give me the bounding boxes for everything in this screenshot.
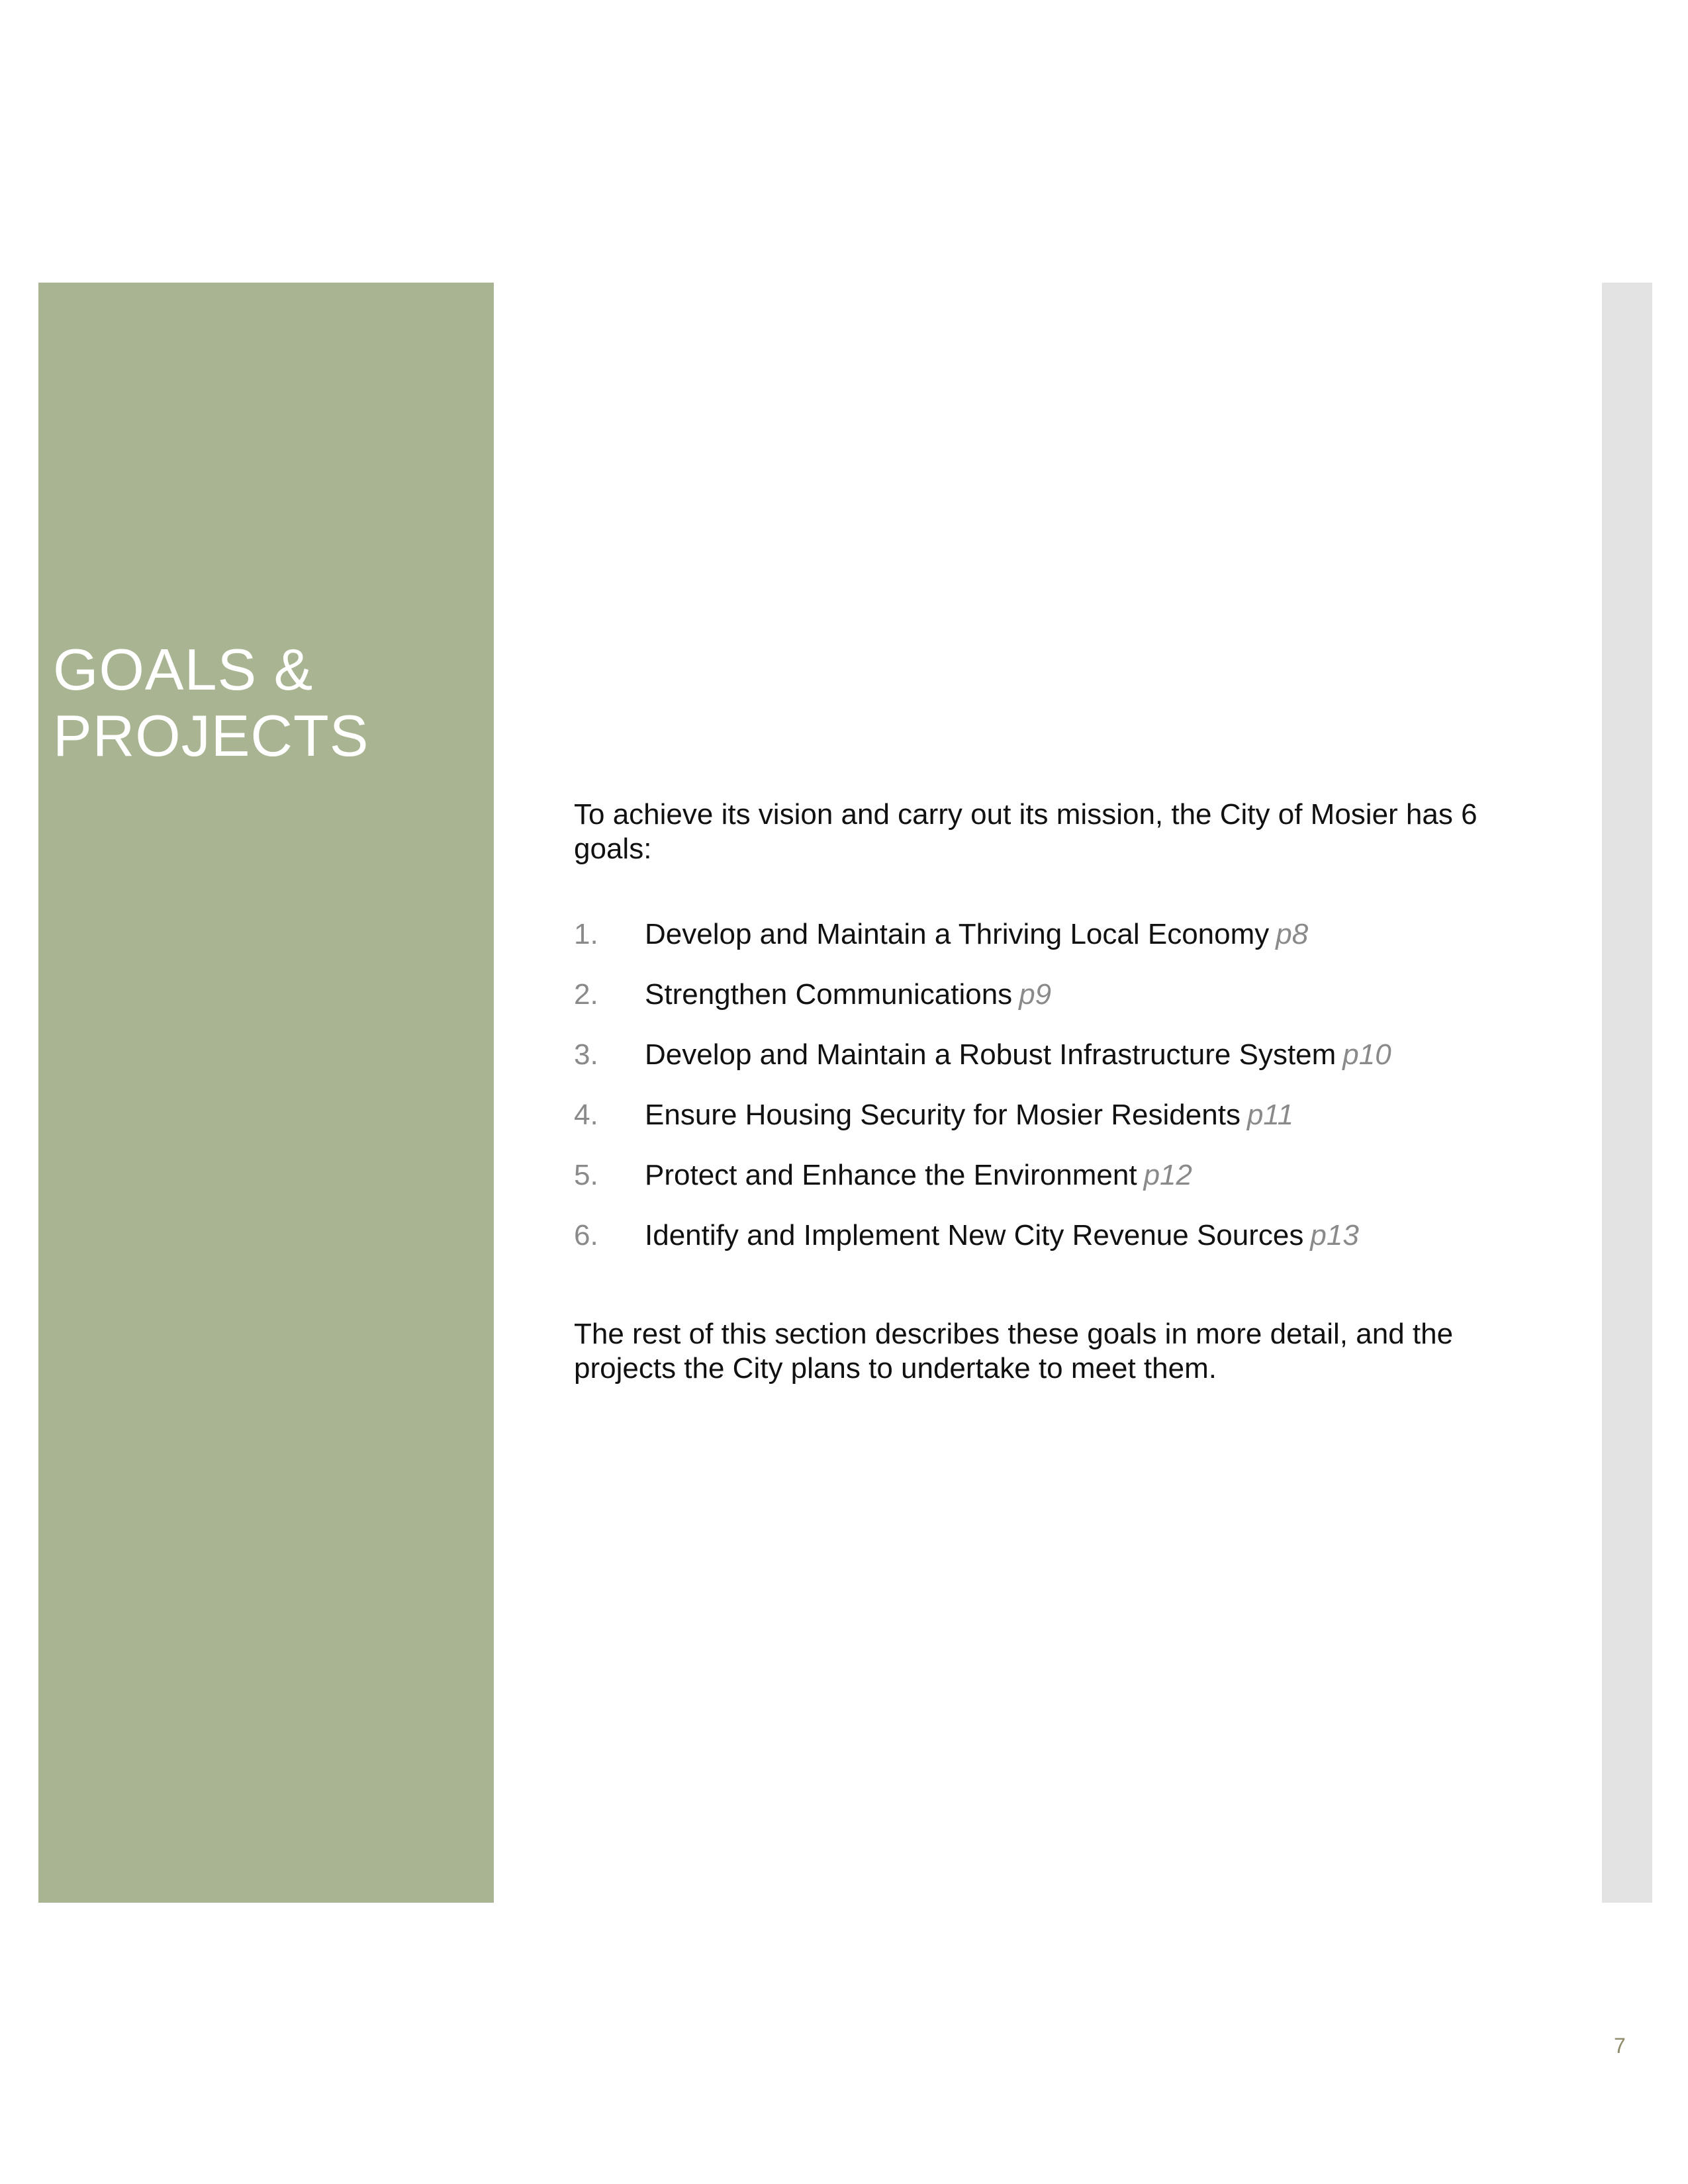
page-number: 7	[1614, 2034, 1626, 2058]
outro-paragraph: The rest of this section describes these goals in more detail, and the projects the City plans to undertake to meet them.	[574, 1318, 1454, 1385]
main-content	[574, 797, 1514, 1386]
goal-label: Identify and Implement New City Revenue Sources	[645, 1219, 1304, 1251]
goal-page-reference: p10	[1342, 1038, 1391, 1071]
goal-number: 2.	[574, 978, 598, 1011]
goals-list	[574, 918, 1514, 1279]
section-title-line-1: GOALS &	[53, 637, 314, 702]
section-title	[53, 637, 369, 769]
goal-page-reference: p11	[1246, 1099, 1294, 1131]
goal-number: 5.	[574, 1159, 598, 1191]
goal-item-5	[574, 1159, 1514, 1219]
goal-number: 6.	[574, 1219, 598, 1251]
goal-page-reference: p8	[1276, 918, 1309, 950]
goal-number: 1.	[574, 918, 598, 950]
goal-number: 3.	[574, 1038, 598, 1071]
goal-page-reference: p9	[1019, 978, 1052, 1011]
goal-label: Strengthen Communications	[645, 978, 1013, 1011]
goal-label: Develop and Maintain a Robust Infrastructure System	[645, 1038, 1336, 1071]
goal-page-reference: p12	[1143, 1159, 1192, 1191]
right-margin-bar	[1602, 283, 1652, 1903]
goal-label: Develop and Maintain a Thriving Local Economy	[645, 918, 1270, 950]
sidebar-panel	[38, 283, 494, 1903]
goal-label: Protect and Enhance the Environment	[645, 1159, 1137, 1191]
goal-item-4	[574, 1099, 1514, 1159]
intro-paragraph: To achieve its vision and carry out its mission, the City of Mosier has 6 goals:	[574, 798, 1477, 865]
section-title-line-2: PROJECTS	[53, 703, 369, 768]
goal-label: Ensure Housing Security for Mosier Residents	[645, 1099, 1241, 1131]
goal-page-reference: p13	[1310, 1219, 1359, 1251]
goal-number: 4.	[574, 1099, 598, 1131]
goal-item-3	[574, 1038, 1514, 1099]
goal-item-6	[574, 1219, 1514, 1279]
goal-item-2	[574, 978, 1514, 1038]
goal-item-1	[574, 918, 1514, 978]
